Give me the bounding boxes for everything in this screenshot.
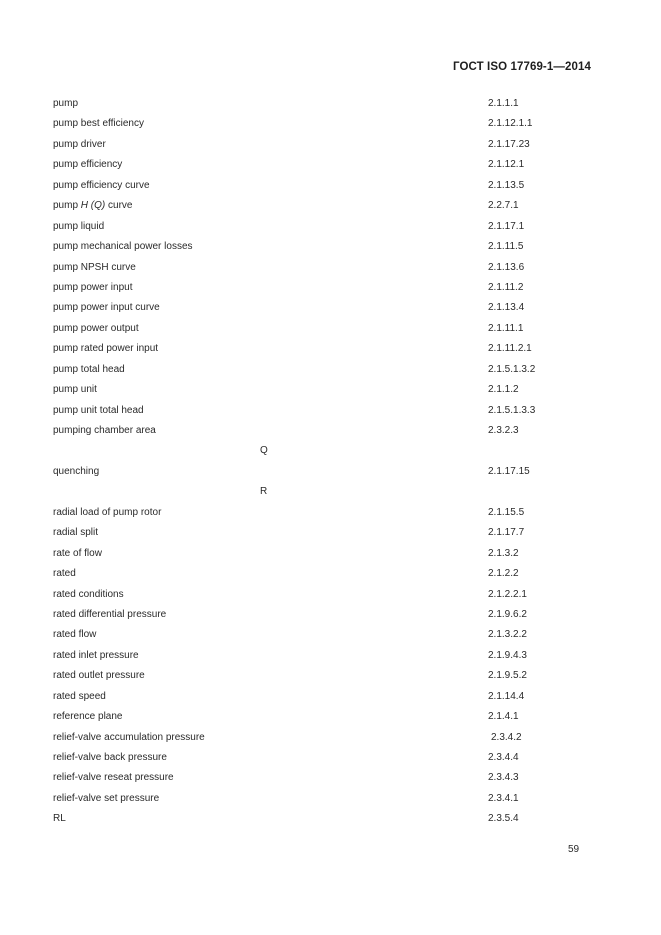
index-term: relief-valve back pressure [53, 752, 167, 763]
index-ref: 2.3.5.4 [488, 813, 519, 825]
index-ref: 2.1.11.2 [488, 281, 524, 293]
index-ref: 2.1.13.5 [488, 179, 525, 191]
index-term: radial split [53, 527, 99, 539]
index-term: pump driver [53, 138, 106, 150]
index-term [53, 200, 132, 211]
index-entry [0, 339, 661, 359]
index-entry [0, 155, 661, 175]
index-term: pump rated power input [53, 343, 159, 355]
index-term-part: pump [53, 200, 81, 212]
index-term: pump power output [53, 322, 139, 334]
index-ref: 2.3.4.3 [488, 772, 519, 784]
index-ref: 2.1.9.6.2 [488, 608, 527, 620]
index-entry [0, 380, 661, 400]
index-term: pump unit total head [53, 404, 144, 416]
index-term: reference plane [53, 711, 123, 723]
index-term: pump liquid [53, 220, 105, 232]
index-ref: 2.1.17.15 [488, 465, 530, 477]
index-ref: 2.1.11.1 [488, 322, 524, 334]
index-term: pump power input [53, 281, 133, 293]
index-entry [0, 564, 661, 584]
index-ref: 2.1.3.2.2 [488, 629, 527, 641]
alphabetical-index [0, 94, 661, 830]
index-term: pump unit [53, 384, 97, 396]
index-term: rated speed [53, 690, 106, 702]
index-term: pump [53, 98, 79, 109]
index-term: pump total head [53, 363, 125, 375]
index-entry [0, 278, 661, 298]
index-entry [0, 94, 661, 114]
index-entry [0, 319, 661, 339]
index-entry [0, 462, 661, 482]
index-entry [0, 625, 661, 645]
index-ref: 2.1.5.1.3.2 [488, 363, 536, 375]
index-term: relief-valve set pressure [53, 792, 160, 804]
index-entry [0, 768, 661, 788]
index-ref: 2.1.11.2.1 [488, 343, 532, 355]
index-ref: 2.3.4.1 [488, 792, 519, 804]
index-ref: 2.1.11.5 [488, 241, 524, 253]
index-term-part: curve [105, 200, 133, 212]
section-letter: Q [260, 445, 268, 457]
index-entry [0, 687, 661, 707]
index-ref: 2.1.13.4 [488, 302, 525, 314]
index-term: pump efficiency [53, 159, 123, 171]
index-entry [0, 196, 661, 216]
section-letter: R [260, 486, 268, 498]
index-entry [0, 789, 661, 809]
index-term: pump NPSH curve [53, 261, 136, 273]
index-entry [0, 809, 661, 829]
index-entry [0, 217, 661, 237]
index-entry [0, 360, 661, 380]
index-entry [0, 421, 661, 441]
index-term: rate of flow [53, 547, 102, 559]
index-ref: 2.1.13.6 [488, 261, 525, 273]
index-entry [0, 523, 661, 543]
index-term: rated [53, 568, 76, 580]
index-ref: 2.1.1.1 [488, 98, 519, 109]
index-term: rated differential pressure [53, 608, 167, 620]
index-entry [0, 298, 661, 318]
index-entry [0, 666, 661, 686]
index-entry [0, 707, 661, 727]
index-term: rated outlet pressure [53, 670, 145, 682]
index-term: relief-valve accumulation pressure [53, 731, 205, 743]
index-ref: 2.1.9.4.3 [488, 649, 527, 661]
index-term: quenching [53, 465, 100, 477]
index-term: RL [53, 813, 66, 825]
index-term-italic: H (Q) [80, 200, 106, 212]
index-entry [0, 605, 661, 625]
index-ref: 2.3.4.4 [488, 752, 519, 763]
document-header: ГОСТ ISO 17769-1—2014 [453, 61, 591, 73]
index-entry [0, 135, 661, 155]
index-entry [0, 748, 661, 768]
index-entry [0, 401, 661, 421]
index-entry [0, 114, 661, 134]
index-ref: 2.3.4.2 [491, 731, 522, 743]
index-entry [0, 646, 661, 666]
index-ref: 2.1.14.4 [488, 690, 525, 702]
index-ref: 2.1.17.7 [488, 527, 525, 539]
section-letter-row [0, 441, 661, 461]
index-term: pump efficiency curve [53, 179, 150, 191]
page-number: 59 [568, 844, 580, 855]
index-ref: 2.1.2.2 [488, 568, 519, 580]
index-term: pumping chamber area [53, 425, 156, 436]
index-term: pump power input curve [53, 302, 160, 314]
index-ref: 2.1.12.1.1 [488, 118, 533, 130]
index-ref: 2.1.4.1 [488, 711, 519, 723]
index-entry [0, 176, 661, 196]
index-ref: 2.1.1.2 [488, 384, 519, 396]
section-letter-row [0, 482, 661, 502]
index-ref: 2.3.2.3 [488, 425, 519, 436]
index-term: relief-valve reseat pressure [53, 772, 174, 784]
index-entry [0, 585, 661, 605]
index-term: rated conditions [53, 588, 124, 600]
index-entry [0, 503, 661, 523]
index-term: pump best efficiency [53, 118, 144, 130]
index-ref: 2.1.2.2.1 [488, 588, 527, 600]
index-entry [0, 728, 661, 748]
index-ref: 2.1.9.5.2 [488, 670, 527, 682]
index-ref: 2.1.17.23 [488, 138, 530, 150]
index-ref: 2.1.12.1 [488, 159, 525, 171]
index-ref: 2.2.7.1 [488, 200, 519, 212]
index-entry [0, 544, 661, 564]
index-term: pump mechanical power losses [53, 241, 193, 253]
index-ref: 2.1.17.1 [488, 220, 525, 232]
index-term: radial load of pump rotor [53, 506, 162, 518]
index-entry [0, 258, 661, 278]
index-term: rated inlet pressure [53, 649, 139, 661]
index-ref: 2.1.5.1.3.3 [488, 404, 536, 416]
index-term: rated flow [53, 629, 97, 641]
index-ref: 2.1.3.2 [488, 547, 519, 559]
index-ref: 2.1.15.5 [488, 506, 525, 518]
index-entry [0, 237, 661, 257]
